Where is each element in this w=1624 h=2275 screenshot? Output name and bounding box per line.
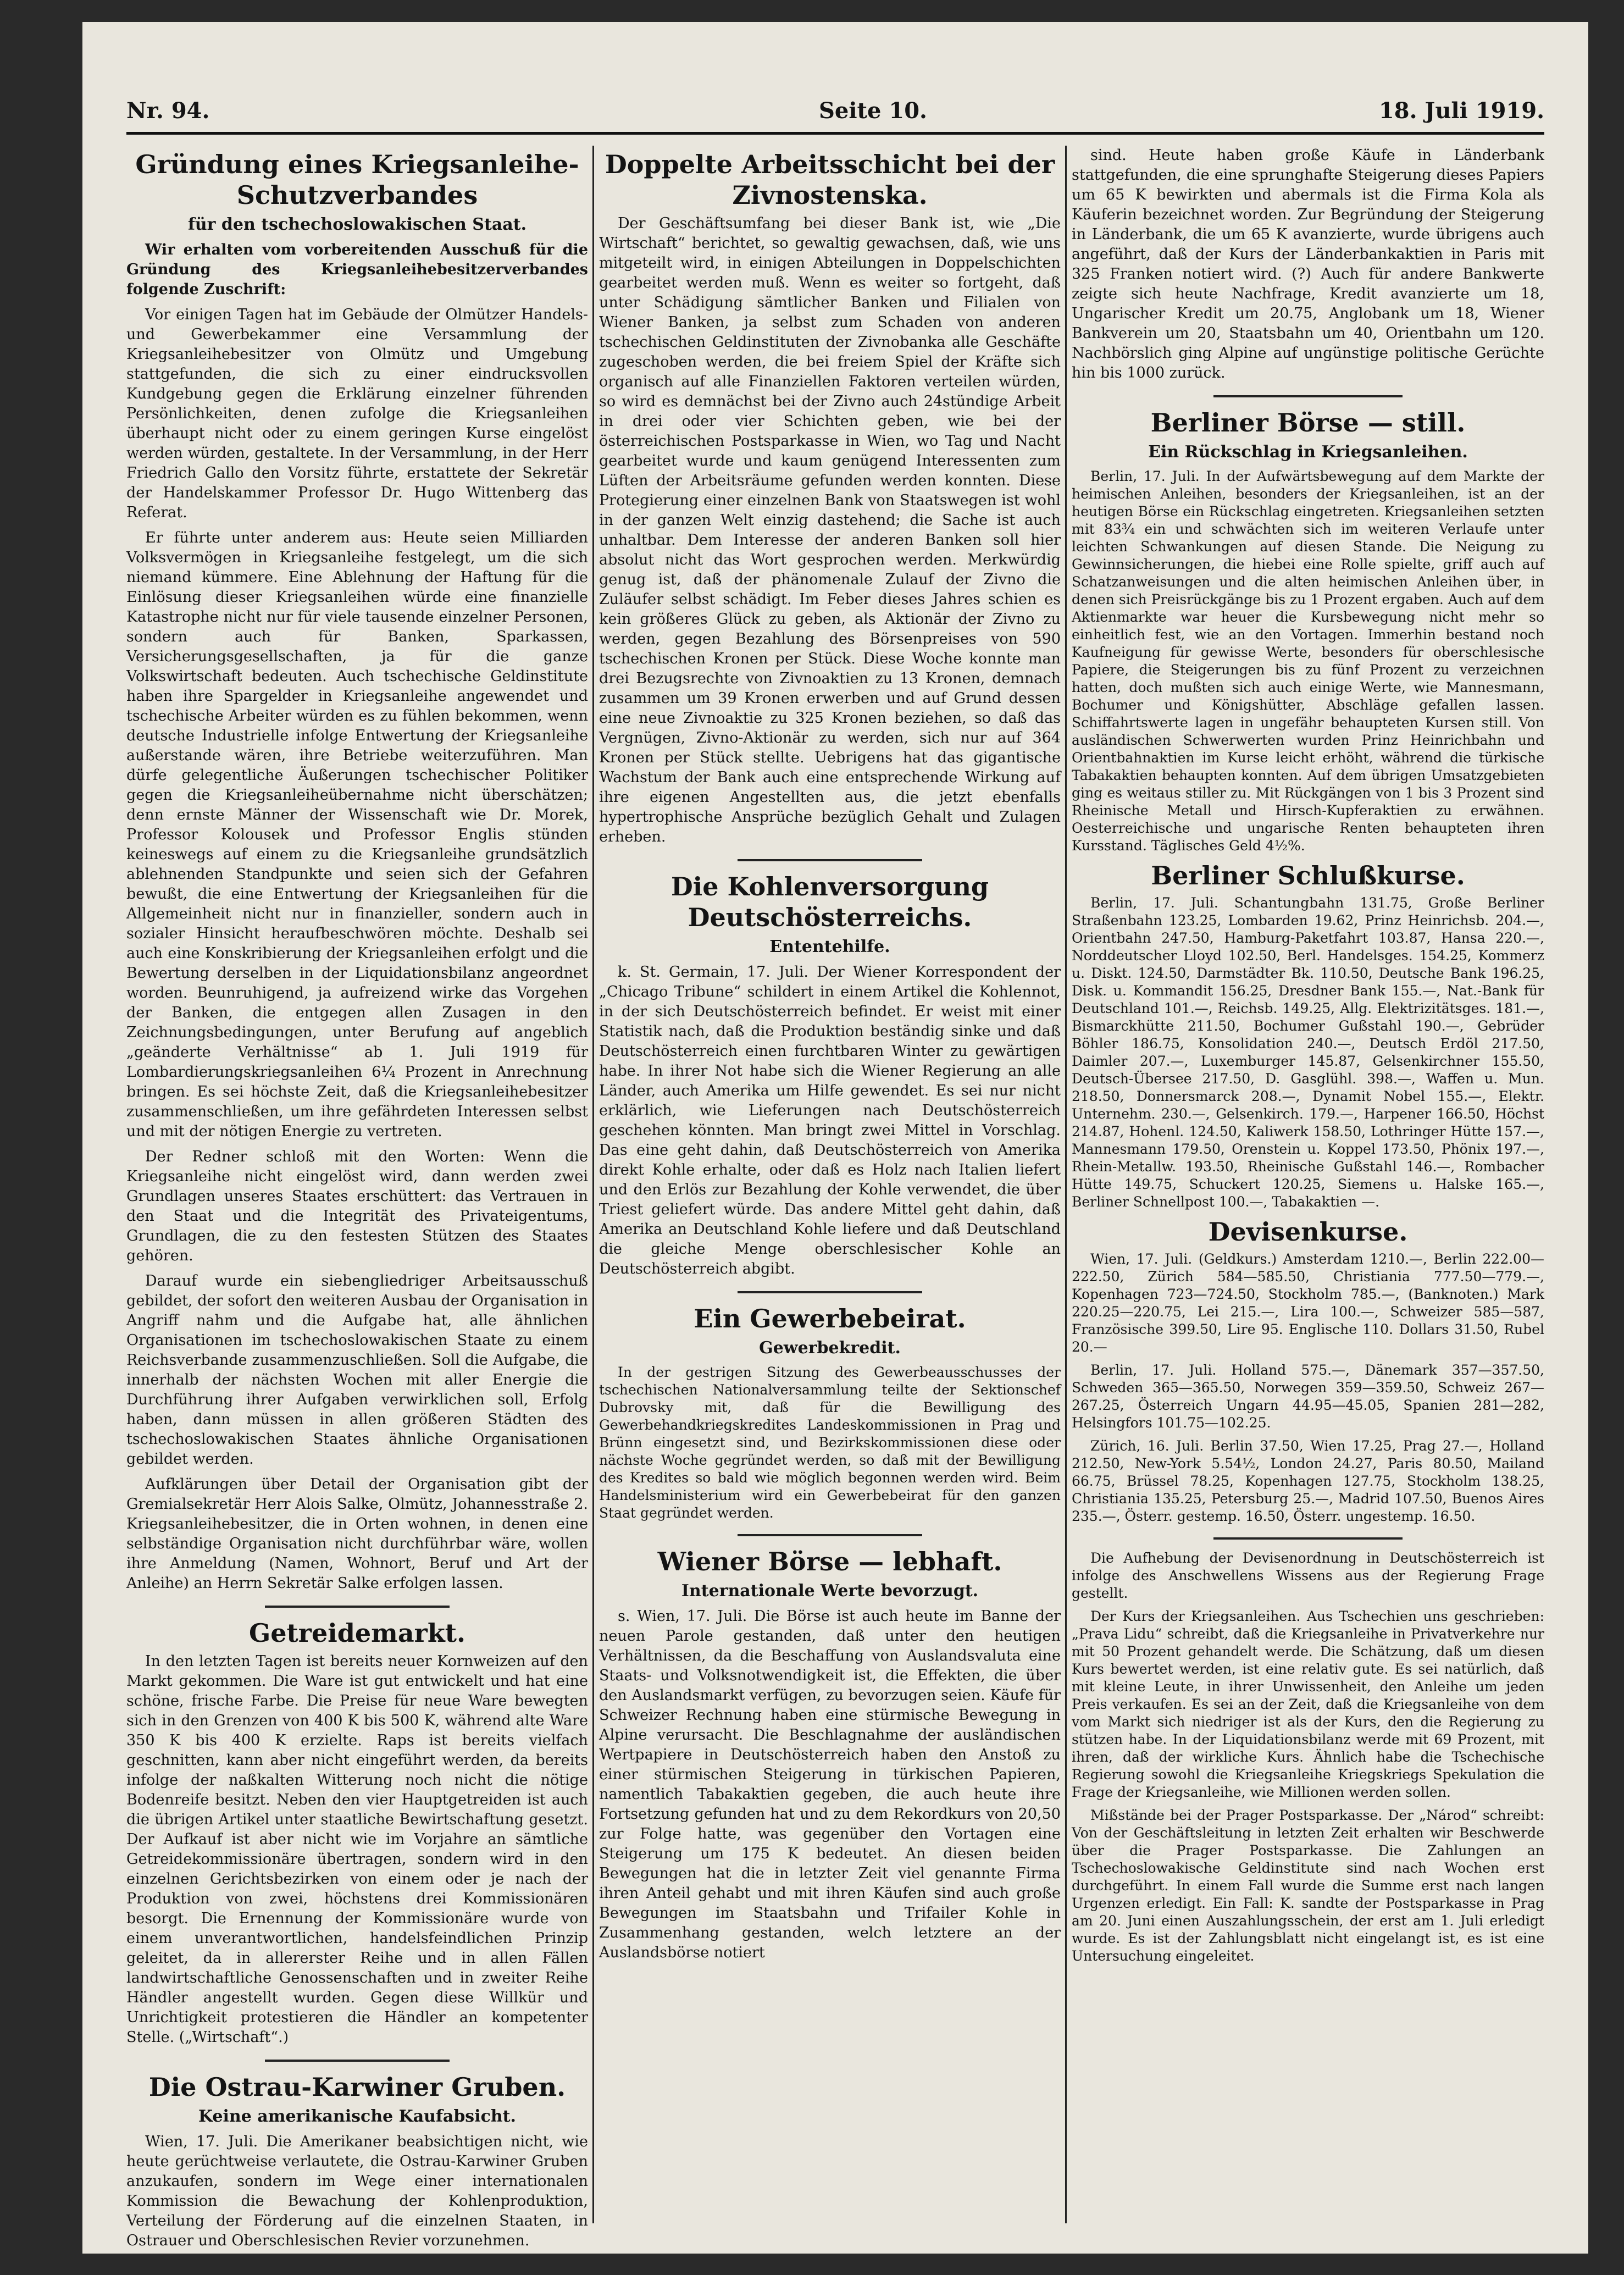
headline-devisenkurse: Devisenkurse.	[1208, 1217, 1408, 1247]
subheadline: Keine amerikanische Kaufabsicht.	[198, 2107, 516, 2126]
article-paragraph: Wien, 17. Juli. Die Amerikaner beabsichtigen nicht, wie heute gerüchtweise verlautete, die Ostrau-Karwiner Gruben anzukaufen, sondern im Wege einer internationalen Kommission die Bewachung der Kohlenproduktion, Verteilung der Förderung auf die einzelnen Staaten, in Ostrauer und Oberschlesischen Revier vorzunehmen.	[126, 2133, 588, 2249]
article-paragraph: Der Geschäftsumfang bei dieser Bank ist, wie „Die Wirtschaft“ berichtet, so gewaltig gewachsen, daß, wie uns mitgeteilt wird, in einigen Abteilungen in Doppelschichten gearbeitet werden muß. Wenn es weiter so fortgeht, daß unter Schädigung sämtlicher Banken und Filialen von Wiener Banken, ja selbst zum Schaden von anderen tschechischen Geldinstituten der Zivnobanka alle Geschäfte zugeschoben werden, die bei freiem Spiel der Kräfte sich organisch auf alle Finanziellen Faktoren verteilen würden, so wird es demnächst bei der Zivno auch 24stündige Arbeit in drei oder vier Schichten geben, wie bei der österreichischen Postsparkasse in Wien, wo Tag und Nacht gearbeitet wurde und kaum genügend Interessenten zum Lüften der Arbeitsräume gefunden werden konnten. Diese Protegierung einer einzelnen Bank von Staatswegen ist wohl in der ganzen Welt einzig dastehend; die Sache ist auch unhaltbar. Dem Interesse der anderen Banken soll hier absolut nicht das Wort gesprochen werden. Merkwürdig genug ist, daß der phänomenale Zulauf der Zivno die Zuläufer selbst schädigt. Im Feber dieses Jahres schien es kein größeres Glück zu geben, als Aktionär der Zivno zu werden, gegen Bezahlung des Börsenpreises von 590 tschechischen Kronen per Stück. Diese Woche konnte man drei Bezugsrechte von Zivnoaktien zu 13 Kronen, demnach zusammen um 39 Kronen erwerben und auf Grund dessen eine neue Zivnoaktie zu 325 Kronen beziehen, so daß das Vergnügen, Zivno-Aktionär zu werden, sich nur auf 364 Kronen per Stück stellte. Uebrigens hat das gigantische Wachstum der Bank auch eine entsprechende Wirkung auf ihre eigenen Angestellten aus, die jetzt ebenfalls hypertrophische Ansprüche bezüglich Gehalt und Zulagen erheben.	[599, 215, 1061, 845]
headline-gewerbebeirat: Ein Gewerbebeirat.	[694, 1304, 966, 1333]
issue-date: 18. Juli 1919.	[1378, 98, 1544, 124]
article-paragraph: Vor einigen Tagen hat im Gebäude der Olmützer Handels- und Gewerbekammer eine Versammlung der Kriegsanleihebesitzer von Olmütz und Umgebung stattgefunden, die sich zu einer eindrucksvollen Kundgebung gegen die Erklärung einzelner führenden Persönlichkeiten, denen zufolge die Kriegsanleihen überhaupt nicht oder zu einem geringen Kurse eingelöst werden würden, gestaltete. In der Versammlung, in der Herr Friedrich Gallo den Vorsitz führte, erstattete der Sekretär der Handelskammer Professor Dr. Hugo Wittenberg das Referat.	[126, 306, 588, 521]
article-paragraph: Mißstände bei der Prager Postsparkasse. Der „Národ“ schreibt: Von der Geschäftsleitung in letzten Zeit erhalten wir Beschwerde über die Prager Postsparkasse. Die Zahlungen an Tschechoslowakische Geldinstitute sind nach Wochen erst durchgeführt. In einem Fall wurde die Summe erst nach langen Urgenzen erledigt. Ein Fall: K. sandte der Postsparkasse in Prag am 20. Juni einen Auszahlungsschein, der erst am 1. Juli erledigt wurde. Es ist der Zahlungsblatt nicht eingelangt ist, es ist eine Untersuchung eingeleitet.	[1072, 1807, 1544, 1964]
article-separator	[738, 1291, 922, 1293]
column-left	[126, 146, 588, 2249]
article-separator	[265, 2060, 450, 2062]
subheadline: für den tschechoslowakischen Staat.	[187, 215, 527, 234]
article-separator	[1213, 1537, 1403, 1540]
headline-kohlenversorgung: Die Kohlenversorgung Deutschösterreichs.	[670, 872, 989, 932]
article-paragraph: Berlin, 17. Juli. In der Aufwärtsbewegung auf dem Markte der heimischen Anleihen, besonders der Kriegsanleihen, ist an der heutigen Börse ein Rückschlag eingetreten. Kriegsanleihen setzten mit 83¾ ein und schwächten sich im weiteren Verlaufe unter leichten Schwankungen auf diesen Stande. Die Neigung zu Gewinnsicherungen, die hiebei eine Rolle spielte, griff auch auf Schatzanweisungen und die alten heimischen Anleihen über, in denen sich Preisrückgänge bis zu 1 Prozent ergaben. Auch auf dem Aktienmarkte war heuer die Kursbewegung nicht mehr so einheitlich fest, wie an den Vortagen. Immerhin bestand noch Kaufneigung für gewisse Werte, besonders für oberschlesische Papiere, die Steigerungen bis zu fünf Prozent zu verzeichnen hatten, doch mußten sich auch einige Werte, wie Mannesmann, Bochumer und Königshütter, Abschläge gefallen lassen. Schiffahrtswerte lagen in ungefähr behaupteten Kursen still. Von ausländischen Schwerwerten wurden Prinz Heinrichbahn und Orientbahnaktien im Kurse leicht erhöht, während die türkische Tabakaktien behaupten konnten. Auf dem übrigen Umsatzgebieten ging es weitaus stiller zu. Mit Rückgängen von 1 bis 3 Prozent sind Rheinische Metall und Hirsch-Kupferaktien zu erwähnen. Oesterreichische und ungarische Renten behaupteten ihren Kursstand. Täglisches Geld 4½%.	[1072, 468, 1544, 854]
article-separator	[265, 1606, 450, 1608]
subheadline: Ein Rückschlag in Kriegsanleihen.	[1148, 442, 1468, 462]
article-paragraph: s. Wien, 17. Juli. Die Börse ist auch heute im Banne der neuen Parole gestanden, daß unter den heutigen Verhältnissen, da die Beschaffung von Auslandsvaluta eine Staats- und Volksnotwendigkeit ist, die Effekten, die über den Auslandsmarkt verfügen, zu bevorzugen seien. Käufe für Schweizer Rechnung haben eine stürmische Bewegung in Alpine verursacht. Die Beschlagnahme der ausländischen Wertpapiere in Deutschösterreich haben den Anstoß zu einer stürmischen Steigerung in türkischen Papieren, namentlich Tabakaktien gegeben, die auch heute ihre Fortsetzung gefunden hat und zu dem Rekordkurs von 20,50 zur Folge hatte, was gegenüber den Vortagen eine Steigerung um 175 K bedeutet. An diesen beiden Bewegungen hat die in letzter Zeit viel genannte Firma ihren Anteil gehabt und mit ihren Käufen sind auch große Bewegungen im Staatsbahn und Trifailer Kohle in Zusammenhang gestanden, welch letztere an der Auslandsbörse notiert	[599, 1608, 1061, 1961]
article-paragraph: sind. Heute haben große Käufe in Länderbank stattgefunden, die eine sprunghafte Steigerung dieses Papiers um 65 K bewirkten und abermals ist die Firma Kola als Käuferin bezeichnet worden. Zur Begründung der Steigerung in Länderbank, die um 65 K avanzierte, wurde übrigens auch angeführt, daß der Kurs der Länderbankaktien in Paris mit 325 Franken notiert wird. (?) Auch für andere Bankwerte zeigte sich heute Nachfrage, Kredit avanzierte um 18, Ungarischer Kredit um 20.75, Anglobank um 18, Wiener Bankverein um 20, Staatsbahn um 40, Orientbahn um 120. Nachbörslich ging Alpine auf ungünstige politische Gerüchte hin bis 1000 zurück.	[1072, 147, 1544, 381]
headline-berliner-schlusskurse: Berliner Schlußkurse.	[1151, 861, 1465, 890]
newspaper-page	[82, 22, 1588, 2254]
article-paragraph: Aufklärungen über Detail der Organisation gibt der Gremialsekretär Herr Alois Salke, Olmütz, Johannesstraße 2. Kriegsanleihebesitzer, die in Orten wohnen, in denen eine selbständige Organisation nicht durchführbar wäre, wollen ihre Anmeldung (Namen, Wohnort, Beruf und Art der Anleihe) an Herrn Sekretär Salke erfolgen lassen.	[126, 1476, 588, 1592]
article-paragraph: Wien, 17. Juli. (Geldkurs.) Amsterdam 1210.—, Berlin 222.00—222.50, Zürich 584—585.50, Christiania 777.50—779.—, Kopenhagen 723—724.50, Stockholm 785.—, (Banknoten.) Mark 220.25—220.75, Lei 215.—, Lira 100.—, Schweizer 585—587, Französische 399.50, Lire 95. Englische 110. Dollars 31.50, Rubel 20.—	[1072, 1251, 1544, 1355]
subheadline: Ententehilfe.	[769, 937, 890, 956]
article-paragraph: Er führte unter anderem aus: Heute seien Milliarden Volksvermögen in Kriegsanleihe festgelegt, um die sich niemand kümmere. Eine Ablehnung der Haftung für die Einlösung dieser Kriegsanleihen würde eine finanzielle Katastrophe nicht nur für viele tausende einzelner Personen, sondern auch für Banken, Sparkassen, Versicherungsgesellschaften, ja für die ganze Volkswirtschaft bedeuten. Auch tschechische Geldinstitute haben ihre Spargelder in Kriegsanleihe angewendet und tschechische Arbeiter würden es zu fühlen bekommen, wenn deutsche Industrielle infolge Entwertung der Kriegsanleihe außerstande wären, ihre Betriebe weiterzuführen. Man dürfe gelegentliche Äußerungen tschechischer Politiker gegen die Kriegsanleiheübernahme nicht überschätzen; denn ernste Männer der Wissenschaft wie Dr. Morek, Professor Kolousek und Professor Englis stünden keineswegs auf einem zu die Kriegsanleihe grundsätzlich ablehnenden Standpunkte und seien sich der Gefahren bewußt, die eine Entwertung der Kriegsanleihen für die Allgemeinheit nicht nur in finanzieller, sondern auch in sozialer Hinsicht heraufbeschwören möchte. Deshalb sei auch eine Konskribierung der Kriegsanleihen erfolgt und die Bewertung derselben in der Liquidationsbilanz angeordnet worden. Beunruhigend, ja aufreizend wirke das Vorgehen der Banken, die entgegen allen Zusagen in den Zeichnungsbedingungen, unter Berufung auf angeblich „geänderte Verhältnisse“ ab 1. Juli 1919 für Lombardierungskriegsanleihen 6¼ Prozent in Anrechnung bringen. Es sei höchste Zeit, daß die Kriegsanleihebesitzer zusammenschließen, um ihre gefährdeten Interessen selbst und mit der nötigen Energie zu vertreten.	[126, 529, 588, 1140]
page-header	[126, 88, 1544, 135]
article-paragraph: Zürich, 16. Juli. Berlin 37.50, Wien 17.25, Prag 27.—, Holland 212.50, New-York 5.54½, London 24.27, Paris 80.50, Mailand 66.75, Brüssel 78.25, Kopenhagen 127.75, Stockholm 138.25, Christiania 135.25, Petersburg 25.—, Madrid 107.50, Buenos Aires 235.—, Österr. gestemp. 16.50, Österr. ungestemp. 16.50.	[1072, 1438, 1544, 1524]
article-paragraph: Die Aufhebung der Devisenordnung in Deutschösterreich ist infolge des Anschwellens Wissens aus der Regierung Frage gestellt.	[1072, 1550, 1544, 1601]
headline-berliner-boerse: Berliner Börse — still.	[1150, 408, 1466, 438]
column-middle	[599, 146, 1061, 2234]
subheadline: Gewerbekredit.	[759, 1338, 901, 1358]
article-paragraph: Der Kurs der Kriegsanleihen. Aus Tschechien uns geschrieben: „Prava Lidu“ schreibt, daß die Kriegsanleihe in Privatverkehre nur mit 50 Prozent gehandelt werde. Die Schätzung, daß um diesen Kurs bewertet werden, ist eine relativ gute. Es sei natürlich, daß mit kleine Leute, in ihrer Unwissenheit, den Anleihe um jeden Preis verkaufen. Es sei an der Zeit, daß die Kriegsanleihe von dem vom Markt sich niedriger ist als der Kurs, den die Regierung zu stützen habe. In der Liquidationsbilanz werde mit 69 Prozent, mit ihren, daß der wirkliche Kurs. Ähnlich habe die Tschechische Regierung sowohl die Kriegsanleihe Kriegskriegs Spekulation die Frage der Kriegsanleihe, wie Millionen werden sollen.	[1072, 1608, 1544, 1800]
headline-zivnostenska: Doppelte Arbeitsschicht bei der Zivnostenska.	[605, 150, 1055, 210]
article-paragraph: Darauf wurde ein siebengliedriger Arbeitsausschuß gebildet, der sofort den weiteren Ausbau der Organisation in Angriff nahm und die Aufgabe hat, alle ähnlichen Organisationen im tschechoslowakischen Staate zu einem Reichsverbande zusammenzuschließen. Soll die Aufgabe, die innerhalb der nächsten Wochen mit aller Energie die Durchführung ihrer Aufgaben verwirklichen soll, Erfolg haben, dann müssen in allen größeren Städten des tschechoslowakischen Staates ähnliche Organisationen gebildet werden.	[126, 1272, 588, 1468]
column-divider	[1065, 146, 1067, 2223]
column-right	[1072, 146, 1544, 2234]
article-paragraph: In den letzten Tagen ist bereits neuer Kornweizen auf den Markt gekommen. Die Ware ist gut entwickelt und hat eine schöne, frische Farbe. Die Preise für neue Ware bewegten sich in den Grenzen von 400 K bis 500 K, während alte Ware 350 K bis 400 K erzielte. Raps ist bereits vielfach geschnitten, kann aber nicht eingeführt werden, da bereits infolge der naßkalten Witterung noch nicht die nötige Bodenreife besitzt. Neben den vier Hauptgetreiden ist auch die übrigen Artikel unter staatliche Bewirtschaftung gesetzt. Der Aufkauf ist aber nicht wie im Vorjahre an sämtliche Getreidekommissionäre übertragen, sondern wird in den einzelnen Gerichtsbezirken von einem oder je nach der Produktion von zwei, höchstens drei Kommissionären besorgt. Die Ernennung der Kommissionäre wurde von einem unverantwortlichen, handelsfeindlichen Prinzip geleitet, da in allererster Reihe und in allen Fällen landwirtschaftliche Genossenschaften und in zweiter Reihe Händler angestellt wurden. Gegen diese Willkür und Unrichtigkeit protestieren die Händler an kompetenter Stelle. („Wirtschaft“.)	[126, 1653, 588, 2046]
issue-number: Nr. 94.	[126, 98, 210, 124]
subheadline: Internationale Werte bevorzugt.	[681, 1581, 979, 1601]
article-paragraph: In der gestrigen Sitzung des Gewerbeausschusses der tschechischen Nationalversammlung teilte der Sektionschef Dubrovsky mit, daß für die Bewilligung des Gewerbehandkriegskredites Landeskommissionen in Prag und Brünn eingesetzt sind, und Bezirkskommissionen diese oder nächste Woche gegründet werden, so daß mit der Bewilligung des Kredites so bald wie möglich begonnen werden wird. Beim Handelsministerium wird ein Gewerbebeirat für den ganzen Staat gegründet werden.	[599, 1364, 1061, 1521]
page-number: Seite 10.	[819, 98, 927, 124]
headline-ostrau-gruben: Die Ostrau-Karwiner Gruben.	[148, 2072, 566, 2102]
headline-wiener-boerse: Wiener Börse — lebhaft.	[657, 1547, 1002, 1576]
article-paragraph: Wir erhalten vom vorbereitenden Ausschuß für die Gründung des Kriegsanleihebesitzerverbandes folgende Zuschrift:	[126, 241, 588, 298]
headline-kriegsanleihe-verband: Gründung eines Kriegsanleihe-Schutzverbandes	[135, 150, 579, 210]
article-paragraph: Der Redner schloß mit den Worten: Wenn die Kriegsanleihe nicht eingelöst wird, dann werden zwei Grundlagen unseres Staates erschüttert: das Vertrauen in den Staat und die Integrität des Privateigentums, Grundlagen, die zu den festesten Stützen des Staates gehören.	[126, 1148, 588, 1264]
article-paragraph: Berlin, 17. Juli. Holland 575.—, Dänemark 357—357.50, Schweden 365—365.50, Norwegen 359—359.50, Schweiz 267—267.25, Österreich Ungarn 44.95—45.05, Spanien 281—282, Helsingfors 101.75—102.25.	[1072, 1362, 1544, 1431]
column-divider	[592, 146, 594, 2223]
article-paragraph: k. St. Germain, 17. Juli. Der Wiener Korrespondent der „Chicago Tribune“ schildert in einem Artikel die Kohlennot, in der sich Deutschösterreich befindet. Er weist mit einer Statistik nach, daß die Produktion beständig sinke und daß Deutschösterreich einen furchtbaren Winter zu gewärtigen habe. In ihrer Not habe sich die Wiener Regierung an alle Länder, auch Amerika um Hilfe gewendet. Es sei nur nicht erklärlich, wie Lieferungen nach Deutschösterreich geschehen könnten. Man bringt zwei Mittel in Vorschlag. Das eine geht dahin, daß Deutschösterreich von Amerika direkt Kohle erhalte, oder daß es Holz nach Italien liefert und den Erlös zur Bezahlung der Kohle verwendet, die über Triest geliefert würde. Das andere Mittel geht dahin, daß Amerika an Deutschland Kohle liefere und daß Deutschland die gleiche Menge oberschlesischer Kohle an Deutschösterreich abgibt.	[599, 964, 1061, 1277]
article-separator	[1213, 395, 1403, 397]
article-separator	[738, 1534, 922, 1536]
headline-getreidemarkt: Getreidemarkt.	[248, 1618, 466, 1648]
article-separator	[738, 859, 922, 861]
article-paragraph: Berlin, 17. Juli. Schantungbahn 131.75, Große Berliner Straßenbahn 123.25, Lombarden 19.62, Prinz Heinrichsb. 204.—, Orientbahn 247.50, Hamburg-Paketfahrt 103.87, Hansa 220.—, Norddeutscher Lloyd 102.50, Berl. Handelsges. 154.25, Kommerz u. Diskt. 124.50, Darmstädter Bk. 110.50, Deutsche Bank 196.25, Disk. u. Kommandit 156.25, Dresdner Bank 155.—, Nat.-Bank für Deutschland 101.—, Reichsb. 149.25, Allg. Elektrizitätsges. 181.—, Bismarckhütte 211.50, Bochumer Gußstahl 190.—, Gebrüder Böhler 186.75, Konsolidation 240.—, Deutsch Erdöl 217.50, Daimler 207.—, Luxemburger 145.87, Gelsenkirchner 155.50, Deutsch-Übersee 217.50, D. Gasglühl. 398.—, Waffen u. Mun. 218.50, Donnersmarck 208.—, Dynamit Nobel 155.—, Elektr. Unternehm. 230.—, Gelsenkirch. 179.—, Harpener 166.50, Höchst 214.87, Hohenl. 124.50, Kaliwerk 158.50, Lothringer Hütte 157.—, Mannesmann 179.50, Orenstein u. Koppel 173.50, Phönix 197.—, Rhein-Metallw. 193.50, Rheinische Gußstahl 146.—, Rombacher Hütte 149.75, Schuckert 120.25, Siemens u. Halske 165.—, Berliner Schnellpost 100.—, Tabakaktien —.	[1072, 895, 1544, 1210]
